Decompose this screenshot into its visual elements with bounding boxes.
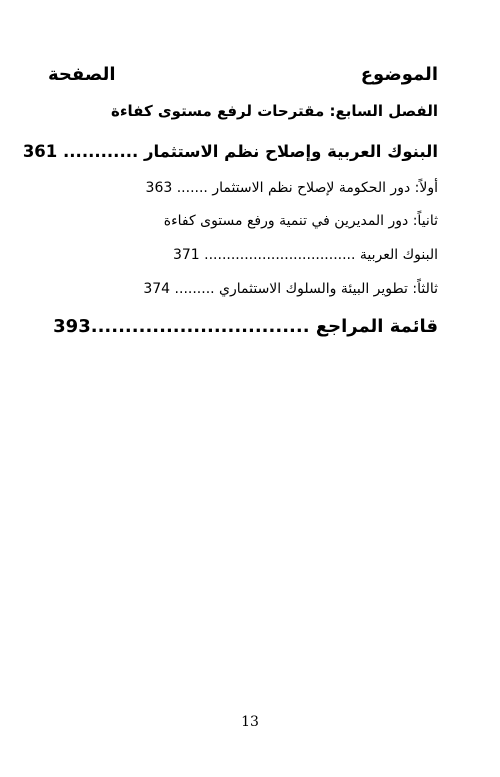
toc-entry-arab-banks: البنوك العربية .................................. 371	[172, 247, 438, 263]
page-number: 13	[241, 714, 259, 730]
toc-entry-references: قائمة المراجع ................................393	[53, 316, 438, 337]
toc-entry-government-role: أولاً: دور الحكومة لإصلاح نظم الاستثمار ....... 363	[145, 180, 438, 196]
page-column-header: الصفحة	[48, 64, 116, 85]
toc-entry-environment-development: ثالثاً: تطوير البيئة والسلوك الاستثماري ......... 374	[143, 281, 438, 297]
topic-column-header: الموضوع	[360, 64, 438, 85]
chapter-title: الفصل السابع: مقترحات لرفع مستوى كفاءة	[111, 102, 438, 120]
toc-entry-arab-banks-reform: البنوك العربية وإصلاح نظم الاستثمار ............ 361	[22, 142, 438, 161]
toc-entry-managers-role: ثانياً: دور المديرين في تنمية ورفع مستوى كفاءة	[163, 213, 438, 229]
